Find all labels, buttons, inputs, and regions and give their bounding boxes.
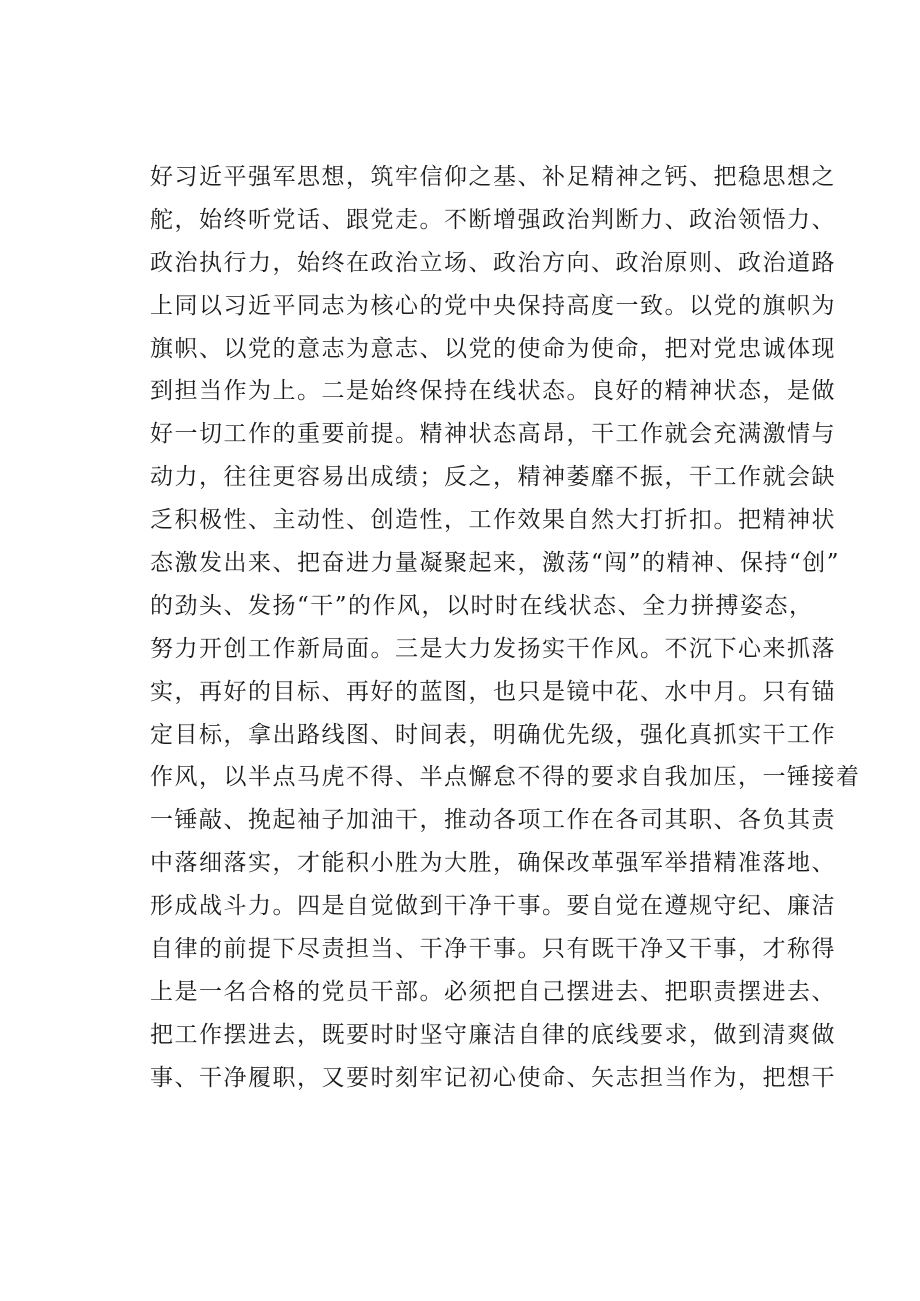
text-line: 实，再好的目标、再好的蓝图，也只是镜中花、水中月。只有锚	[150, 678, 836, 705]
text-line: 上是一名合格的党员干部。必须把自己摆进去、把职责摆进去、	[150, 978, 836, 1005]
text-line: 旗帜、以党的意志为意志、以党的使命为使命，把对党忠诚体现	[150, 335, 836, 362]
text-line: 舵，始终听党话、跟党走。不断增强政治判断力、政治领悟力、	[150, 206, 836, 233]
text-line: 一锤敲、挽起袖子加油干，推动各项工作在各司其职、各负其责	[150, 807, 836, 834]
text-line: 乏积极性、主动性、创造性，工作效果自然大打折扣。把精神状	[150, 507, 836, 534]
text-line: 动力，往往更容易出成绩；反之，精神萎靡不振，干工作就会缺	[150, 464, 836, 491]
text-line: 努力开创工作新局面。三是大力发扬实干作风。不沉下心来抓落	[150, 635, 836, 662]
text-line: 作风，以半点马虎不得、半点懈怠不得的要求自我加压，一锤接着	[150, 764, 861, 791]
body-text	[150, 156, 861, 1100]
text-line: 中落细落实，才能积小胜为大胜，确保改革强军举措精准落地、	[150, 850, 836, 877]
text-line: 自律的前提下尽责担当、干净干事。只有既干净又干事，才称得	[150, 936, 836, 963]
text-line: 把工作摆进去，既要时时坚守廉洁自律的底线要求，做到清爽做	[150, 1021, 836, 1048]
text-line: 到担当作为上。二是始终保持在线状态。良好的精神状态，是做	[150, 378, 836, 405]
text-line: 定目标，拿出路线图、时间表，明确优先级，强化真抓实干工作	[150, 721, 836, 748]
text-line: 事、干净履职，又要时刻牢记初心使命、矢志担当作为，把想干	[150, 1064, 836, 1091]
text-line: 形成战斗力。四是自觉做到干净干事。要自觉在遵规守纪、廉洁	[150, 893, 836, 920]
text-line: 好习近平强军思想，筑牢信仰之基、补足精神之钙、把稳思想之	[150, 164, 836, 190]
text-line: 态激发出来、把奋进力量凝聚起来，激荡“闯”的精神、保持“创”	[150, 550, 841, 577]
text-line: 上同以习近平同志为核心的党中央保持高度一致。以党的旗帜为	[150, 292, 836, 319]
text-line: 政治执行力，始终在政治立场、政治方向、政治原则、政治道路	[150, 249, 836, 276]
text-line: 好一切工作的重要前提。精神状态高昂，干工作就会充满激情与	[150, 421, 836, 448]
text-line: 的劲头、发扬“干”的作风，以时时在线状态、全力拼搏姿态，	[150, 592, 814, 619]
